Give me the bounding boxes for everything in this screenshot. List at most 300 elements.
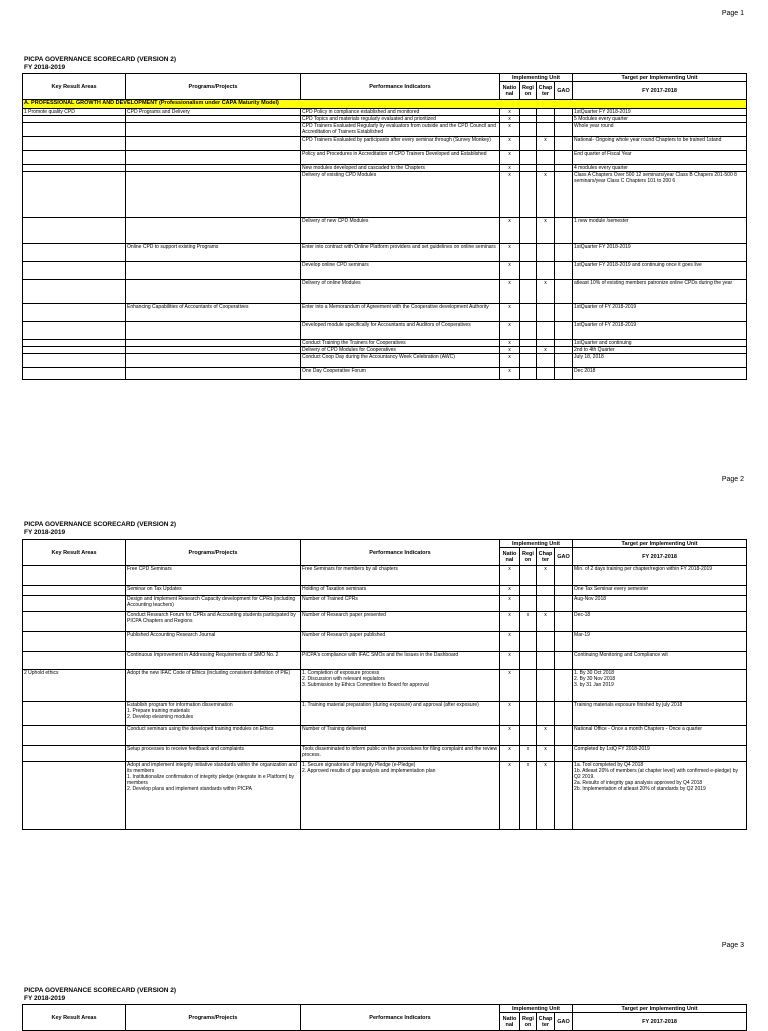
header-region: Regi on — [520, 82, 537, 100]
page-3 — [0, 938, 768, 1028]
row-chapter — [537, 123, 555, 137]
table-row — [23, 726, 747, 746]
row-indicator: CPD Trainers Evaluated Regularly by evaluators from outside and the CPD Council and Accreditation of Trainers Established — [301, 123, 500, 137]
header-gao: GAO — [555, 1013, 573, 1031]
doc-title — [24, 987, 176, 1003]
row-indicator: CPD Trainers Evaluated by participants after every seminar through (Survey Monkey) — [301, 137, 500, 151]
row-program — [126, 347, 301, 354]
row-chapter: x — [537, 347, 555, 354]
row-region — [520, 280, 537, 304]
table-row — [23, 652, 747, 670]
table-row — [23, 280, 747, 304]
header-region: Regi on — [520, 1013, 537, 1031]
table-row — [23, 746, 747, 762]
row-gao — [555, 340, 573, 347]
row-chapter: x — [537, 218, 555, 244]
row-chapter — [537, 354, 555, 368]
row-target: Continuing Monitoring and Compliance wit — [573, 652, 747, 670]
table-row — [23, 137, 747, 151]
table-row — [23, 109, 747, 116]
row-program: Seminar on Tax Updates — [126, 586, 301, 596]
header-impl-unit: Implementing Unit — [500, 1005, 573, 1013]
header-kra: Key Result Areas — [23, 1005, 126, 1031]
row-target: Training materials exposure finished by july 2018 — [573, 702, 747, 726]
row-chapter: x — [537, 172, 555, 218]
row-region — [520, 304, 537, 322]
row-chapter: x — [537, 612, 555, 632]
row-kra — [23, 151, 126, 165]
row-gao — [555, 762, 573, 830]
header-kra: Key Result Areas — [23, 74, 126, 100]
row-kra — [23, 116, 126, 123]
header-indicators: Performance Indicators — [301, 1005, 500, 1031]
table-row — [23, 368, 747, 380]
row-national: x — [500, 670, 520, 702]
row-target: 1. By 30 Oct 2018 2. By 30 Nov 2018 3. by 31 Jan 2019 — [573, 670, 747, 702]
row-indicator: Number of Training delivered — [301, 726, 500, 746]
table-row — [23, 612, 747, 632]
row-region — [520, 262, 537, 280]
table-row — [23, 151, 747, 165]
row-gao — [555, 347, 573, 354]
row-kra: 1 Promote quality CPD — [23, 109, 126, 116]
row-region: x — [520, 612, 537, 632]
row-gao — [555, 368, 573, 380]
row-kra — [23, 612, 126, 632]
row-chapter — [537, 151, 555, 165]
row-kra — [23, 172, 126, 218]
row-program: Enhancing Capabilities of Accountants of Cooperatives — [126, 304, 301, 322]
row-gao — [555, 746, 573, 762]
section-heading: A. PROFESSIONAL GROWTH AND DEVELOPMENT (Professionalism under CAPA Maturity Model) — [23, 100, 747, 109]
row-target: 1stQuarter FY 2018-2019 and continuing once it goes live — [573, 262, 747, 280]
row-kra — [23, 652, 126, 670]
row-program: Conduct Research Forum for CPRs and Accounting students participated by PICPA Chapters and Regions — [126, 612, 301, 632]
row-program — [126, 340, 301, 347]
row-gao — [555, 218, 573, 244]
header-gao: GAO — [555, 548, 573, 566]
row-gao — [555, 702, 573, 726]
row-target: 1stQuarter FY 2018-2019 — [573, 244, 747, 262]
row-gao — [555, 726, 573, 746]
row-target: July 18, 2018 — [573, 354, 747, 368]
row-indicator: 1. Training material preparation (during exposure) and approval (after exposure) — [301, 702, 500, 726]
header-fy: FY 2017-2018 — [573, 548, 747, 566]
row-region — [520, 670, 537, 702]
header-chapter: Chap ter — [537, 1013, 555, 1031]
row-national: x — [500, 586, 520, 596]
row-target: 1stQuarter of FY 2018-2019 — [573, 322, 747, 340]
row-gao — [555, 596, 573, 612]
row-program — [126, 123, 301, 137]
header-indicators: Performance Indicators — [301, 74, 500, 100]
row-region — [520, 632, 537, 652]
row-target: Whole year round — [573, 123, 747, 137]
row-program: Adopt and implement integrity initiative standards within the organization and its members 1. Institutionalize confirmation of integrity pledge (integrate in e Platform) by members 2. Develop plans and implement standards within PICPA — [126, 762, 301, 830]
row-national: x — [500, 280, 520, 304]
table-row — [23, 304, 747, 322]
row-gao — [555, 586, 573, 596]
row-kra — [23, 218, 126, 244]
row-chapter — [537, 702, 555, 726]
page-number: Page 1 — [721, 10, 744, 17]
row-kra — [23, 566, 126, 586]
row-national: x — [500, 347, 520, 354]
row-gao — [555, 632, 573, 652]
table-row — [23, 566, 747, 586]
row-indicator: Number of Trained CPRs — [301, 596, 500, 612]
row-gao — [555, 116, 573, 123]
row-national: x — [500, 304, 520, 322]
row-national: x — [500, 746, 520, 762]
row-program: Online CPD to support existing Programs — [126, 244, 301, 262]
row-kra — [23, 137, 126, 151]
row-national: x — [500, 218, 520, 244]
row-target: 2nd to 4th Quarter — [573, 347, 747, 354]
row-program — [126, 218, 301, 244]
row-national: x — [500, 165, 520, 172]
row-national: x — [500, 172, 520, 218]
row-kra — [23, 244, 126, 262]
header-gao: GAO — [555, 82, 573, 100]
row-region — [520, 137, 537, 151]
row-program: CPD Programs and Delivery — [126, 109, 301, 116]
row-indicator: Delivery of CPD Modules for Cooperatives — [301, 347, 500, 354]
row-national: x — [500, 354, 520, 368]
row-program — [126, 354, 301, 368]
row-region — [520, 702, 537, 726]
row-program — [126, 368, 301, 380]
row-national: x — [500, 632, 520, 652]
table-row — [23, 165, 747, 172]
row-national: x — [500, 109, 520, 116]
row-gao — [555, 123, 573, 137]
row-gao — [555, 137, 573, 151]
row-region — [520, 652, 537, 670]
row-kra — [23, 165, 126, 172]
row-region — [520, 586, 537, 596]
doc-title-line2: FY 2018-2019 — [24, 995, 66, 1002]
page-2 — [0, 470, 768, 910]
row-kra — [23, 280, 126, 304]
row-region — [520, 566, 537, 586]
table-body — [23, 566, 747, 830]
header-impl-unit: Implementing Unit — [500, 540, 573, 548]
table-row — [23, 262, 747, 280]
row-program — [126, 116, 301, 123]
row-program — [126, 280, 301, 304]
row-kra — [23, 340, 126, 347]
row-national: x — [500, 151, 520, 165]
table-row — [23, 354, 747, 368]
row-gao — [555, 566, 573, 586]
header-chapter: Chap ter — [537, 548, 555, 566]
row-indicator: CPD Policy in compliance established and monitored — [301, 109, 500, 116]
row-indicator: CPD Topics and materials regularly evaluated and prioritized — [301, 116, 500, 123]
row-program — [126, 262, 301, 280]
row-region — [520, 244, 537, 262]
row-target: Aug-Nov 2018 — [573, 596, 747, 612]
scorecard-table — [22, 539, 747, 830]
row-indicator: Enter into a Memorandum of Agreement with the Cooperative development Authority — [301, 304, 500, 322]
row-chapter — [537, 262, 555, 280]
row-program — [126, 151, 301, 165]
row-gao — [555, 652, 573, 670]
row-kra: 2 Uphold ethics — [23, 670, 126, 702]
row-region: x — [520, 762, 537, 830]
row-chapter — [537, 632, 555, 652]
row-kra — [23, 322, 126, 340]
row-region — [520, 368, 537, 380]
row-chapter — [537, 116, 555, 123]
row-chapter: x — [537, 762, 555, 830]
table-row — [23, 702, 747, 726]
row-target: 5 Modules every quarter — [573, 116, 747, 123]
row-target: 1stQuarter FY 2018-2019 — [573, 109, 747, 116]
row-target: Min. of 2 days training per chapter/region within FY 2018-2019 — [573, 566, 747, 586]
header-indicators: Performance Indicators — [301, 540, 500, 566]
header-fy: FY 2017-2018 — [573, 82, 747, 100]
row-region — [520, 218, 537, 244]
row-kra — [23, 746, 126, 762]
row-region — [520, 347, 537, 354]
row-national: x — [500, 322, 520, 340]
row-region — [520, 116, 537, 123]
row-indicator: Conduct Coop Day during the Accountancy Week Celebration (AWC) — [301, 354, 500, 368]
table-row — [23, 123, 747, 137]
row-target: Completed by 1stQ FY 2018-2019 — [573, 746, 747, 762]
row-gao — [555, 280, 573, 304]
row-chapter: x — [537, 566, 555, 586]
row-kra — [23, 347, 126, 354]
row-target: National- Ongoing whole year round Chapters to be trained 1stand — [573, 137, 747, 151]
row-indicator: One Day Cooperative Forum — [301, 368, 500, 380]
row-gao — [555, 670, 573, 702]
row-national: x — [500, 123, 520, 137]
table-row — [23, 347, 747, 354]
row-indicator: Develop online CPD seminars — [301, 262, 500, 280]
row-chapter — [537, 652, 555, 670]
row-chapter — [537, 322, 555, 340]
header-fy: FY 2017-2018 — [573, 1013, 747, 1031]
row-program: Free CPD Seminars — [126, 566, 301, 586]
row-indicator: Free Seminars for members by all chapters — [301, 566, 500, 586]
row-target: 1a. Tool completed by Q4 2018 1b. Atleast 20% of members (at chapter level) with confirmed e-pledge) by Q2 2019. 2a. Results of integrity gap analysis approved by Q4 2018 2b. Implementation of atleast 20% of standards by Q2 2019 — [573, 762, 747, 830]
doc-title — [24, 56, 176, 72]
row-target: 1 new module /semester — [573, 218, 747, 244]
row-gao — [555, 304, 573, 322]
row-indicator: Number of Research paper presented — [301, 612, 500, 632]
row-chapter — [537, 368, 555, 380]
row-national: x — [500, 244, 520, 262]
header-national: Natio nal — [500, 548, 520, 566]
row-kra — [23, 123, 126, 137]
header-target-unit: Target per Implementing Unit — [573, 540, 747, 548]
table-header — [23, 540, 747, 566]
row-target: Dec-18 — [573, 612, 747, 632]
row-program — [126, 165, 301, 172]
header-target-unit: Target per Implementing Unit — [573, 1005, 747, 1013]
table-row — [23, 762, 747, 830]
row-chapter — [537, 670, 555, 702]
row-kra — [23, 304, 126, 322]
row-kra — [23, 586, 126, 596]
row-program — [126, 172, 301, 218]
row-chapter — [537, 596, 555, 612]
header-national: Natio nal — [500, 82, 520, 100]
row-indicator: Delivery of new CPD Modules — [301, 218, 500, 244]
row-gao — [555, 151, 573, 165]
page-number: Page 2 — [721, 476, 744, 483]
table-row — [23, 218, 747, 244]
header-programs: Programs/Projects — [126, 1005, 301, 1031]
row-gao — [555, 244, 573, 262]
doc-title-line1: PICPA GOVERNANCE SCORECARD (VERSION 2) — [24, 56, 177, 63]
row-program — [126, 137, 301, 151]
row-indicator: Developed module specifically for Accountants and Auditors of Cooperatives — [301, 322, 500, 340]
row-indicator: Number of Research paper published — [301, 632, 500, 652]
row-national: x — [500, 762, 520, 830]
row-indicator: Tools disseminated to inform public on the procedures for filing complaint and the review process. — [301, 746, 500, 762]
row-kra — [23, 354, 126, 368]
scorecard-table — [22, 73, 747, 380]
row-region — [520, 354, 537, 368]
row-kra — [23, 632, 126, 652]
row-national: x — [500, 652, 520, 670]
row-region: x — [520, 746, 537, 762]
row-target: Mar-19 — [573, 632, 747, 652]
row-region — [520, 596, 537, 612]
row-gao — [555, 109, 573, 116]
page-1 — [0, 0, 768, 440]
page-number: Page 3 — [721, 942, 744, 949]
row-national: x — [500, 612, 520, 632]
row-national: x — [500, 596, 520, 612]
row-target: 4 modules every quarter — [573, 165, 747, 172]
doc-title-line2: FY 2018-2019 — [24, 64, 66, 71]
row-indicator: Conduct Training the Trainers for Cooperatives — [301, 340, 500, 347]
scorecard-table — [22, 1004, 747, 1031]
row-region — [520, 322, 537, 340]
table-row — [23, 322, 747, 340]
row-chapter — [537, 586, 555, 596]
row-program: Conduct seminars using the developed training modules on Ethics — [126, 726, 301, 746]
doc-title-line1: PICPA GOVERNANCE SCORECARD (VERSION 2) — [24, 987, 177, 994]
row-national: x — [500, 566, 520, 586]
row-national: x — [500, 726, 520, 746]
table-row — [23, 596, 747, 612]
row-program: Design and Implement Research Capacity development for CPRs (including Accounting teachers) — [126, 596, 301, 612]
row-kra — [23, 762, 126, 830]
row-national: x — [500, 702, 520, 726]
table-row — [23, 116, 747, 123]
row-region — [520, 151, 537, 165]
row-chapter — [537, 165, 555, 172]
row-chapter: x — [537, 726, 555, 746]
row-indicator: Holding of Taxation seminars — [301, 586, 500, 596]
row-target: End quarter of Fiscal Year — [573, 151, 747, 165]
row-target: 1stQuarter and continuing — [573, 340, 747, 347]
row-target: atleast 10% of existing members patronize online CPDs during the year — [573, 280, 747, 304]
table-row — [23, 340, 747, 347]
doc-title — [24, 521, 176, 537]
doc-title-line1: PICPA GOVERNANCE SCORECARD (VERSION 2) — [24, 521, 177, 528]
row-indicator: 1. Completion of exposure process 2. Discussion with relevant regulators 3. Submission by Ethics Committee to Board for approval — [301, 670, 500, 702]
row-program: Published Accounting Research Journal — [126, 632, 301, 652]
row-chapter: x — [537, 746, 555, 762]
row-indicator: Enter into contract with Online Platform providers and set guidelines on online seminars — [301, 244, 500, 262]
row-national: x — [500, 262, 520, 280]
row-kra — [23, 368, 126, 380]
row-region — [520, 109, 537, 116]
row-gao — [555, 354, 573, 368]
header-programs: Programs/Projects — [126, 74, 301, 100]
row-gao — [555, 172, 573, 218]
row-kra — [23, 262, 126, 280]
row-program: Continuous Improvement in Addressing Requirements of SMO No. 2 — [126, 652, 301, 670]
header-national: Natio nal — [500, 1013, 520, 1031]
doc-title-line2: FY 2018-2019 — [24, 529, 66, 536]
row-region — [520, 172, 537, 218]
row-kra — [23, 726, 126, 746]
row-target: One Tax Seminar every semester — [573, 586, 747, 596]
table-row — [23, 586, 747, 596]
table-body — [23, 109, 747, 380]
header-impl-unit: Implementing Unit — [500, 74, 573, 82]
row-gao — [555, 612, 573, 632]
row-region — [520, 165, 537, 172]
header-kra: Key Result Areas — [23, 540, 126, 566]
row-program: Establish program for information dissemination 1. Prepare training materials 2. Develop elearning modules — [126, 702, 301, 726]
table-row — [23, 244, 747, 262]
row-chapter — [537, 340, 555, 347]
table-row — [23, 172, 747, 218]
row-national: x — [500, 340, 520, 347]
row-indicator: Delivery of existing CPD Modules — [301, 172, 500, 218]
header-target-unit: Target per Implementing Unit — [573, 74, 747, 82]
header-chapter: Chap ter — [537, 82, 555, 100]
table-header — [23, 74, 747, 109]
table-row — [23, 632, 747, 652]
row-gao — [555, 262, 573, 280]
row-indicator: 1. Secure signatories of Integrity Pledge (e-Pledge) 2. Approved results of gap analysis and implementation plan — [301, 762, 500, 830]
table-row — [23, 670, 747, 702]
row-indicator: Policy and Procedures in Accreditation of CPD Trainers Developed and Established — [301, 151, 500, 165]
row-chapter — [537, 244, 555, 262]
row-target: Class A Chapters Over 500 12 seminars/year Class B Chapers 201-500 8 seminars/year Class C Chapters 101 to 200 6 — [573, 172, 747, 218]
table-header — [23, 1005, 747, 1031]
row-kra — [23, 702, 126, 726]
row-indicator: PICPA's compliance with IFAC SMOs and the Issues in the Dashboard — [301, 652, 500, 670]
row-program: Setup processes to receive feedback and complaints — [126, 746, 301, 762]
row-national: x — [500, 116, 520, 123]
row-target: Dec 2018 — [573, 368, 747, 380]
row-region — [520, 340, 537, 347]
row-gao — [555, 165, 573, 172]
row-kra — [23, 596, 126, 612]
row-region — [520, 123, 537, 137]
row-indicator: Delivery of online Modules — [301, 280, 500, 304]
row-national: x — [500, 368, 520, 380]
row-national: x — [500, 137, 520, 151]
header-programs: Programs/Projects — [126, 540, 301, 566]
row-target: 1stQuarter of FY 2018-2019 — [573, 304, 747, 322]
row-chapter — [537, 109, 555, 116]
row-target: National Office - Once a month Chapters - Once a quarter — [573, 726, 747, 746]
row-program: Adopt the new IFAC Code of Ethics (including consistent definition of PIE) — [126, 670, 301, 702]
row-chapter: x — [537, 280, 555, 304]
row-program — [126, 322, 301, 340]
